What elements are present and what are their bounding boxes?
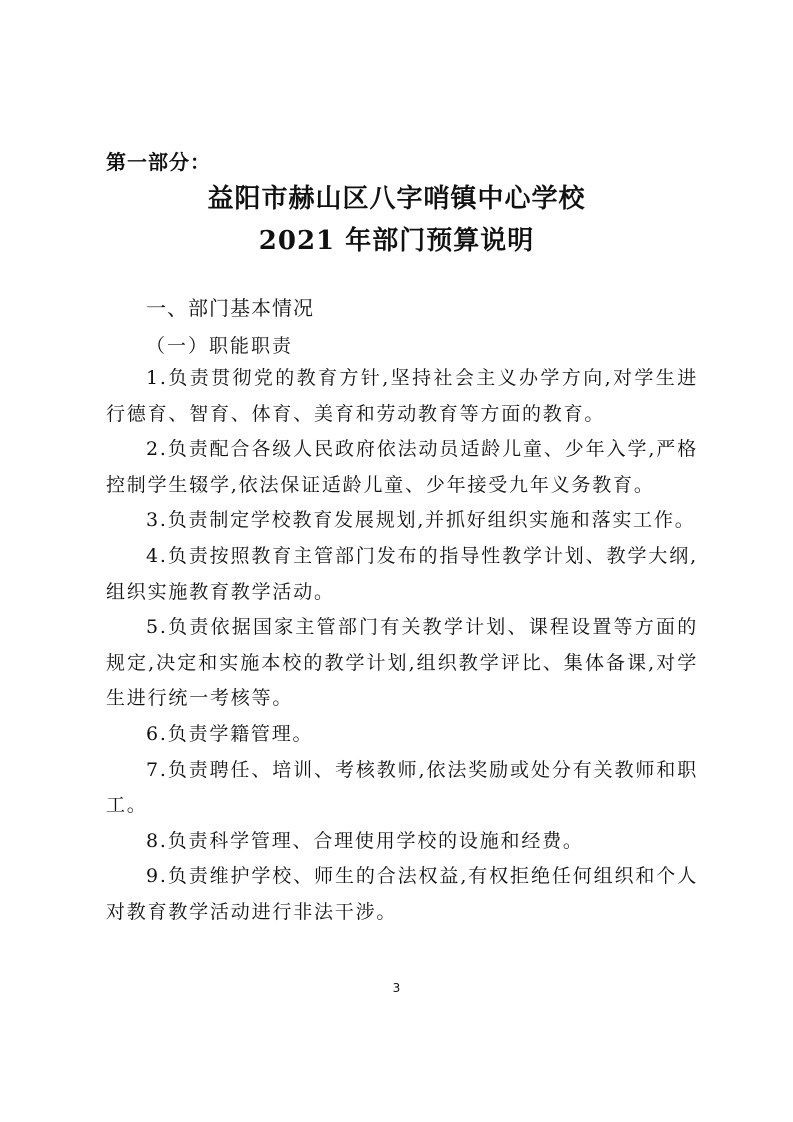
subsection-heading: （一）职能职责 (146, 335, 294, 357)
duty-item-1: 1.负责贯彻党的教育方针,坚持社会主义办学方向,对学生进行德育、智育、体育、美育和劳动教育等方面的教育。 (106, 367, 698, 425)
duty-item-4: 4.负责按照教育主管部门发布的指导性教学计划、教学大纲,组织实施教育教学活动。 (106, 544, 698, 603)
duty-item-6: 6.负责学籍管理。 (146, 722, 314, 745)
duty-item-2: 2.负责配合各级人民政府依法动员适龄儿童、少年入学,严格控制学生辍学,依法保证适龄儿童、少年接受九年义务教育。 (106, 438, 698, 496)
section-heading: 一、部门基本情况 (146, 296, 314, 320)
duty-item-8: 8.负责科学管理、合理使用学校的设施和经费。 (146, 829, 584, 852)
part-label: 第一部分： (106, 150, 211, 174)
duty-item-3: 3.负责制定学校教育发展规划,并抓好组织实施和落实工作。 (146, 509, 696, 532)
duty-item-9: 9.负责维护学校、师生的合法权益,有权拒绝任何组织和个人对教育教学活动进行非法干涉。 (106, 865, 698, 923)
duty-item-7: 7.负责聘任、培训、考核教师,依法奖励或处分有关教师和职工。 (106, 758, 698, 817)
document-title-line2: 2021 年部门预算说明 (258, 226, 535, 256)
page-number: 3 (392, 981, 401, 995)
document-title-line1: 益阳市赫山区八字哨镇中心学校 (207, 184, 586, 214)
duties-list (106, 361, 698, 931)
duty-item-5: 5.负责依据国家主管部门有关教学计划、课程设置等方面的规定,决定和实施本校的教学计划,组织教学评比、集体备课,对学生进行统一考核等。 (106, 616, 698, 710)
